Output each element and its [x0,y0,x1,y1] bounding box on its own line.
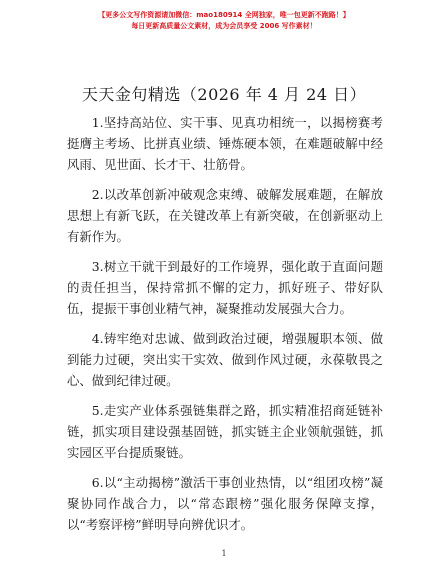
paragraph-5: 5.走实产业体系强链集群之路，抓实精准招商延链补链，抓实项目建设强基固链，抓实链主企业领航强链，抓实园区平台提质聚链。 [67,403,383,460]
paragraph-1: 1.坚持高站位、实干事、见真功相统一，以揭榜赛考挺膺主考场、比拼真业绩、锤炼硬本领，在难题破解中经风雨、见世面、长才干、壮筋骨。 [67,115,383,172]
paragraph-2: 2.以改革创新冲破观念束缚、破解发展难题，在解放思想上有新飞跃，在关键改革上有新突破，在创新驱动上有新作为。 [67,187,383,244]
page-number: 1 [221,549,227,558]
paragraph-6: 6.以“主动揭榜”激活干事创业热情，以“组团攻榜”凝聚协同作战合力，以“常态跟榜”强化服务保障支撑，以“考察评榜”鲜明导向辨优识才。 [67,475,383,532]
paragraph-3: 3.树立干就干到最好的工作境界，强化敢于直面问题的责任担当，保持常抓不懈的定力，抓好班子、带好队伍，提振干事创业精气神，凝聚推动发展强大合力。 [67,259,383,316]
promo-banner [0,10,448,32]
document-body [67,112,383,544]
promo-line-1: 【更多公文写作资源请加微信：mao180914 全网独家，唯一包更新不跑路！】 [98,11,350,19]
promo-line-2: 每日更新高质量公文素材，成为会员享受 2006 写作素材！ [131,22,317,30]
document-title: 天天金句精选（2026 年 4 月 24 日） [81,85,367,104]
paragraph-4: 4.铸牢绝对忠诚、做到政治过硬，增强履职本领、做到能力过硬，突出实干实效、做到作风过硬，永葆敬畏之心、做到纪律过硬。 [67,331,383,388]
